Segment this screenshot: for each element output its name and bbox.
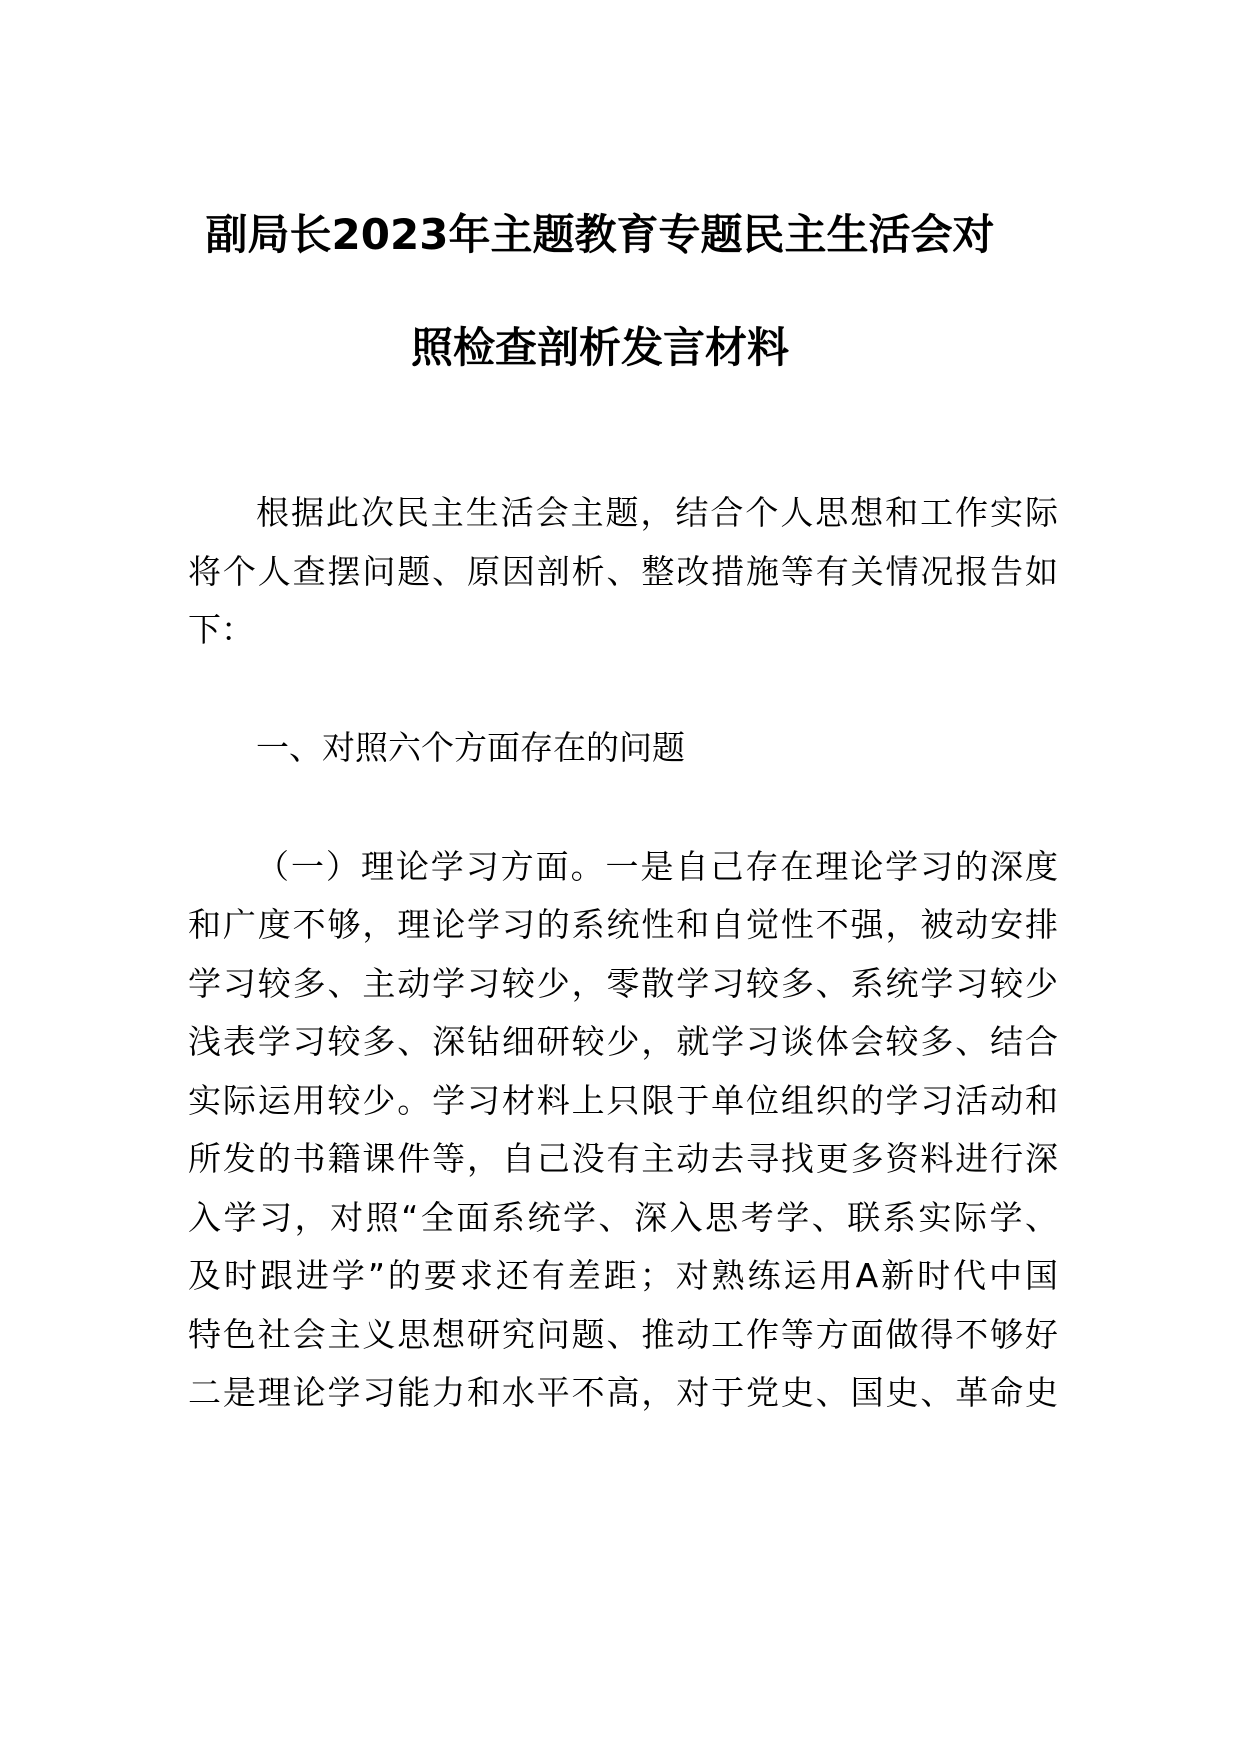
para1-line-7: 入学习，对照“全面系统学、深入思考学、联系实际学、 [188, 1198, 1058, 1237]
intro-line-2: 将个人查摆问题、原因剖析、整改措施等有关情况报告如 [188, 552, 1058, 591]
para1-line-9: 特色社会主义思想研究问题、推动工作等方面做得不够好 [188, 1315, 1058, 1354]
para1-line-3: 学习较多、主动学习较少，零散学习较多、系统学习较少 [188, 964, 1058, 1003]
para1-line-10: 二是理论学习能力和水平不高，对于党史、国史、革命史 [188, 1373, 1058, 1412]
para1-line-6: 所发的书籍课件等，自己没有主动去寻找更多资料进行深 [188, 1139, 1058, 1178]
document-title-line-2: 照检查剖析发言材料 [410, 323, 789, 372]
intro-line-3: 下： [188, 610, 254, 649]
para1-line-2: 和广度不够，理论学习的系统性和自觉性不强，被动安排 [188, 905, 1058, 944]
para1-line-5: 实际运用较少。学习材料上只限于单位组织的学习活动和 [188, 1081, 1058, 1120]
para1-line-4: 浅表学习较多、深钻细研较少，就学习谈体会较多、结合 [188, 1022, 1058, 1061]
document-title-line-1: 副局长2023年主题教育专题民主生活会对 [205, 210, 995, 259]
section-heading: 一、对照六个方面存在的问题 [256, 728, 685, 767]
intro-line-1: 根据此次民主生活会主题，结合个人思想和工作实际 [256, 493, 1058, 532]
para1-line-1: （一）理论学习方面。一是自己存在理论学习的深度 [256, 847, 1058, 886]
para1-line-8: 及时跟进学”的要求还有差距；对熟练运用A新时代中国 [188, 1256, 1058, 1295]
